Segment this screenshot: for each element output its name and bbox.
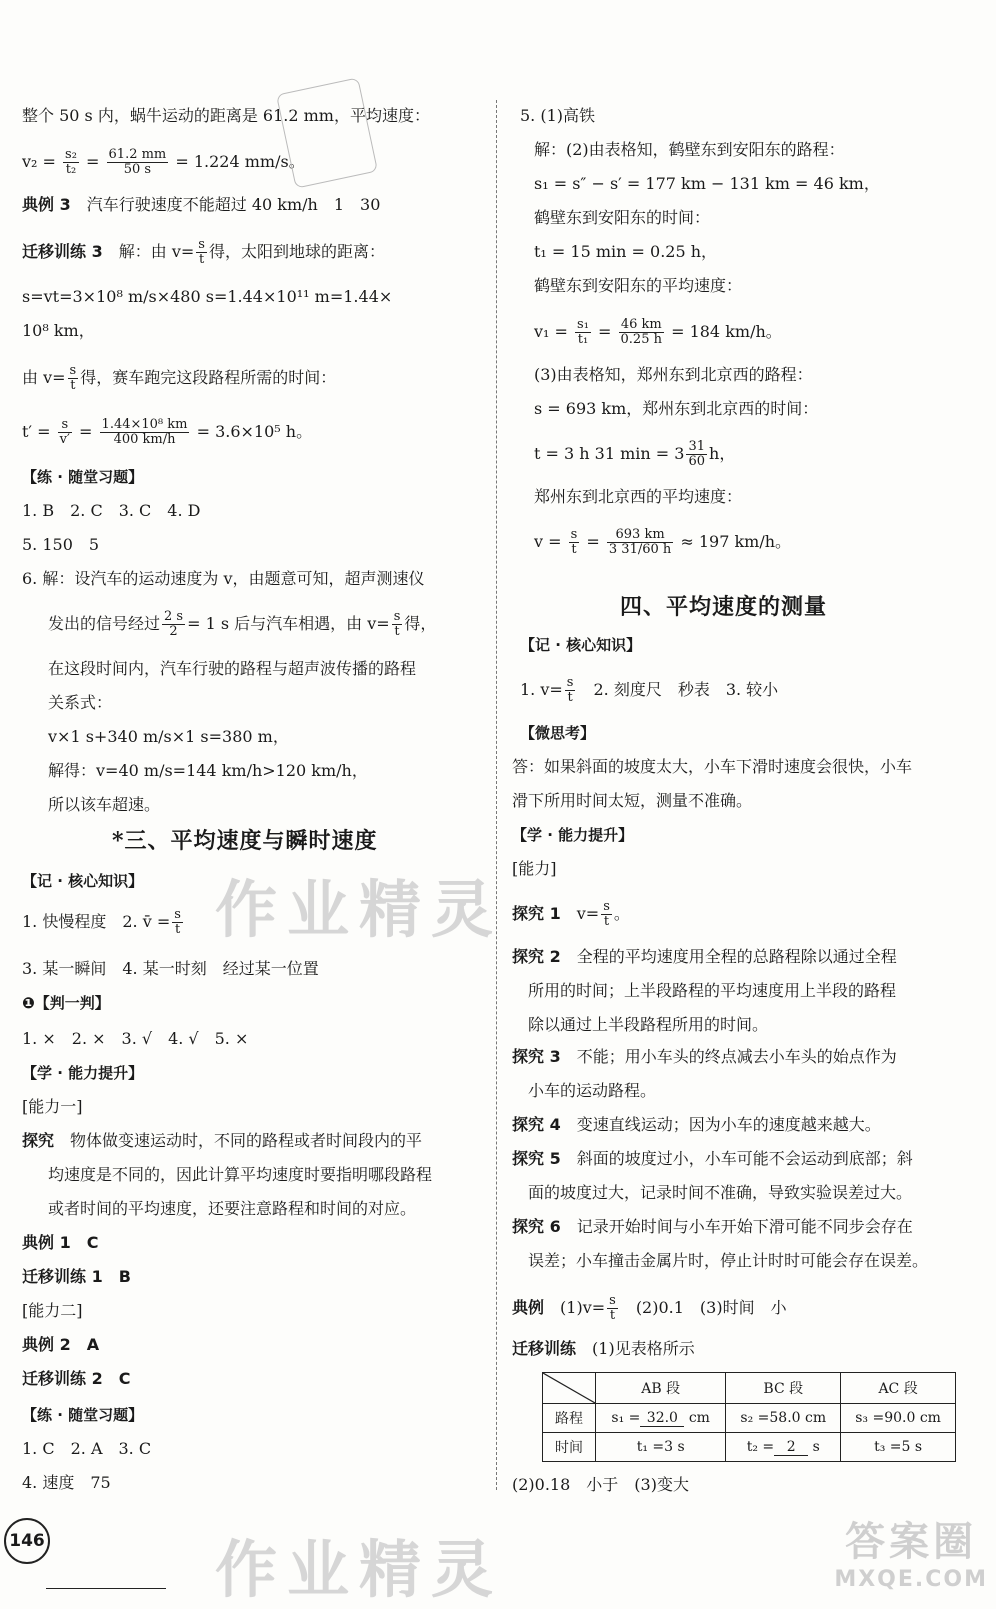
formula-t: t′ = $\frac{s}{v'}$ = $\frac{\text{1.44×10⁸ km}}{400 km/h}$ = 3.6×10⁵ h。 bbox=[22, 417, 313, 447]
explore-line: 探究 3 不能；用小车头的终点减去小车头的始点作为 bbox=[512, 1047, 897, 1066]
table-cell: t₂ = 2 s bbox=[726, 1433, 841, 1462]
row-label: 路程 bbox=[543, 1404, 596, 1433]
table-row bbox=[543, 1433, 956, 1462]
answer-line: (3)由表格知，郑州东到北京西的路程： bbox=[534, 365, 813, 384]
knowledge-line: 3. 某一瞬间 4. 某一时刻 经过某一位置 bbox=[22, 959, 319, 978]
footer-rule bbox=[46, 1588, 166, 1589]
formula-v1: v₁ = $\frac{\text{s₁}}{\text{t₁}}$ = $\frac{46 km}{0.25 h}$ = 184 km/h。 bbox=[534, 317, 782, 347]
section-header: 【练 · 随堂习题】 bbox=[22, 1406, 144, 1424]
row-label: 时间 bbox=[543, 1433, 596, 1462]
ability-label: [能力二] bbox=[22, 1301, 83, 1320]
answer-line: 在这段时间内，汽车行驶的路程与超声波传播的路程 bbox=[48, 659, 417, 678]
explore-line: 探究 4 变速直线运动；因为小车的速度越来越大。 bbox=[512, 1115, 881, 1134]
text-line: 由 v= $\frac{s}{t}$ 得，赛车跑完这段路程所需的时间： bbox=[22, 363, 337, 393]
answer-line: 5. 150 5 bbox=[22, 535, 100, 554]
answer-line: 鹤壁东到安阳东的平均速度： bbox=[534, 276, 743, 295]
corner-cell bbox=[543, 1373, 596, 1404]
section-header: ❶【判一判】 bbox=[22, 994, 110, 1012]
answer-line: 所以该车超速。 bbox=[48, 795, 161, 814]
example-line: 典例 1 C bbox=[22, 1233, 99, 1252]
table-header: BC 段 bbox=[726, 1373, 841, 1404]
answer-line: (2)0.18 小于 (3)变大 bbox=[512, 1475, 689, 1494]
answer-line: 6. 解：设汽车的运动速度为 v，由题意可知，超声测速仪 bbox=[22, 569, 425, 588]
explore-line: 探究 6 记录开始时间与小车开始下滑可能不同步会存在 bbox=[512, 1217, 913, 1236]
section-header: 【微思考】 bbox=[520, 724, 596, 742]
example-line: 典例 (1)v= $\frac{s}{t}$ (2)0.1 (3)时间 小 bbox=[512, 1293, 787, 1323]
explore-line: 小车的运动路程。 bbox=[528, 1081, 657, 1100]
knowledge-line: 1. 快慢程度 2. v̄ = $\frac{s}{t}$ bbox=[22, 907, 181, 937]
watermark: 作业精灵 bbox=[215, 1533, 504, 1606]
explore-line: 或者时间的平均速度，还要注意路程和时间的对应。 bbox=[48, 1199, 417, 1218]
table-cell: t₁ =3 s bbox=[596, 1433, 726, 1462]
page-number: 146 bbox=[4, 1518, 50, 1564]
explore-line: 均速度是不同的，因此计算平均速度时要指明哪段路程 bbox=[48, 1165, 433, 1184]
diagonal-line bbox=[543, 1373, 595, 1403]
site-logo bbox=[834, 1510, 988, 1592]
answer-line: 关系式： bbox=[48, 693, 113, 712]
section-header: 【学 · 能力提升】 bbox=[22, 1064, 144, 1082]
explore-line: 除以通过上半段路程所用的时间。 bbox=[528, 1015, 769, 1034]
column-divider bbox=[496, 100, 497, 1490]
section-header: 【学 · 能力提升】 bbox=[512, 826, 634, 844]
table-header: AC 段 bbox=[841, 1373, 956, 1404]
answer-line: s = 693 km，郑州东到北京西的时间： bbox=[534, 399, 819, 418]
logo-url: MXQE.COM bbox=[834, 1567, 988, 1592]
answer-line: 1. B 2. C 3. C 4. D bbox=[22, 501, 201, 520]
transfer-line: 迁移训练 1 B bbox=[22, 1267, 131, 1286]
answer-line: 鹤壁东到安阳东的时间： bbox=[534, 208, 711, 227]
answer-line: t₁ = 15 min = 0.25 h， bbox=[534, 242, 718, 261]
section-header: 【练 · 随堂习题】 bbox=[22, 468, 144, 486]
explore-line: 所用的时间；上半段路程的平均速度用上半段的路程 bbox=[528, 981, 897, 1000]
transfer-line: 迁移训练 (1)见表格所示 bbox=[512, 1339, 695, 1358]
table-cell: s₃ =90.0 cm bbox=[841, 1404, 956, 1433]
section-header: 【记 · 核心知识】 bbox=[520, 636, 642, 654]
explore-line: 面的坡度过大，记录时间不准确，导致实验误差过大。 bbox=[528, 1183, 913, 1202]
table-header: AB 段 bbox=[596, 1373, 726, 1404]
table-header-row bbox=[543, 1373, 956, 1404]
answer-line: 1. C 2. A 3. C bbox=[22, 1439, 152, 1458]
answer-line: 4. 速度 75 bbox=[22, 1473, 111, 1492]
formula-v: v = $\frac{s}{t}$ = $\frac{693 km}{3 31/60 h}$ ≈ 197 km/h。 bbox=[534, 527, 792, 557]
text-line: 整个 50 s 内，蜗牛运动的距离是 61.2 mm，平均速度： bbox=[22, 106, 430, 125]
knowledge-line: 1. v= $\frac{s}{t}$ 2. 刻度尺 秒表 3. 较小 bbox=[520, 675, 779, 705]
watermark: 作业精灵 bbox=[215, 873, 504, 946]
table-cell: t₃ =5 s bbox=[841, 1433, 956, 1462]
answer-line: 发出的信号经过 $\frac{2 s}{2}$ = 1 s 后与汽车相遇，由 v= $\frac{s}{t}$ 得， bbox=[48, 609, 437, 639]
table-row bbox=[543, 1404, 956, 1433]
table-cell: s₁ = 32.0 cm bbox=[596, 1404, 726, 1433]
measurement-table bbox=[542, 1372, 956, 1462]
ability-label: [能力] bbox=[512, 859, 557, 878]
answer-line: v×1 s+340 m/s×1 s=380 m， bbox=[48, 727, 289, 746]
answer-line: t = 3 h 31 min = 3 $\frac{31}{60}$ h， bbox=[534, 439, 736, 469]
transfer-3: 迁移训练 3 解：由 v= $\frac{s}{t}$ 得，太阳到地球的距离： bbox=[22, 237, 385, 267]
example-line: 典例 2 A bbox=[22, 1335, 100, 1354]
table-cell: s₂ =58.0 cm bbox=[726, 1404, 841, 1433]
answer-line: 答：如果斜面的坡度太大，小车下滑时速度会很快，小车 bbox=[512, 757, 913, 776]
section-header: 【记 · 核心知识】 bbox=[22, 872, 144, 890]
section-title: *三、平均速度与瞬时速度 bbox=[112, 828, 378, 854]
answer-line: 5. (1)高铁 bbox=[520, 106, 596, 125]
answer-line: 解得：v=40 m/s=144 km/h>120 km/h， bbox=[48, 761, 368, 780]
explore-line: 误差；小车撞击金属片时，停止计时时可能会存在误差。 bbox=[528, 1251, 929, 1270]
logo-text: 答案圈 bbox=[845, 1519, 978, 1565]
formula-v2: v₂ = $\frac{\text{s₂}}{\text{t₂}}$ = $\frac{61.2 mm}{50 s}$ = 1.224 mm/s。 bbox=[22, 147, 305, 177]
judge-line: 1. × 2. × 3. √ 4. √ 5. × bbox=[22, 1029, 249, 1048]
answer-line: s₁ = s″ − s′ = 177 km − 131 km = 46 km， bbox=[534, 174, 880, 193]
explore-line: 探究 物体做变速运动时，不同的路程或者时间段内的平 bbox=[22, 1131, 423, 1150]
explore-line: 探究 5 斜面的坡度过小，小车可能不会运动到底部；斜 bbox=[512, 1149, 913, 1168]
section-title: 四、平均速度的测量 bbox=[620, 594, 828, 620]
example-3: 典例 3 汽车行驶速度不能超过 40 km/h 1 30 bbox=[22, 195, 381, 214]
answer-line: 解：(2)由表格知，鹤壁东到安阳东的路程： bbox=[534, 140, 845, 159]
transfer-line: 迁移训练 2 C bbox=[22, 1369, 131, 1388]
text-line: s=vt=3×10⁸ m/s×480 s=1.44×10¹¹ m=1.44× bbox=[22, 287, 393, 306]
text-line: 10⁸ km， bbox=[22, 321, 95, 340]
explore-line: 探究 2 全程的平均速度用全程的总路程除以通过全程 bbox=[512, 947, 897, 966]
explore-line: 探究 1 v= $\frac{s}{t}$ 。 bbox=[512, 899, 630, 929]
answer-line: 滑下所用时间太短，测量不准确。 bbox=[512, 791, 753, 810]
answer-line: 郑州东到北京西的平均速度： bbox=[534, 487, 743, 506]
ability-label: [能力一] bbox=[22, 1097, 83, 1116]
